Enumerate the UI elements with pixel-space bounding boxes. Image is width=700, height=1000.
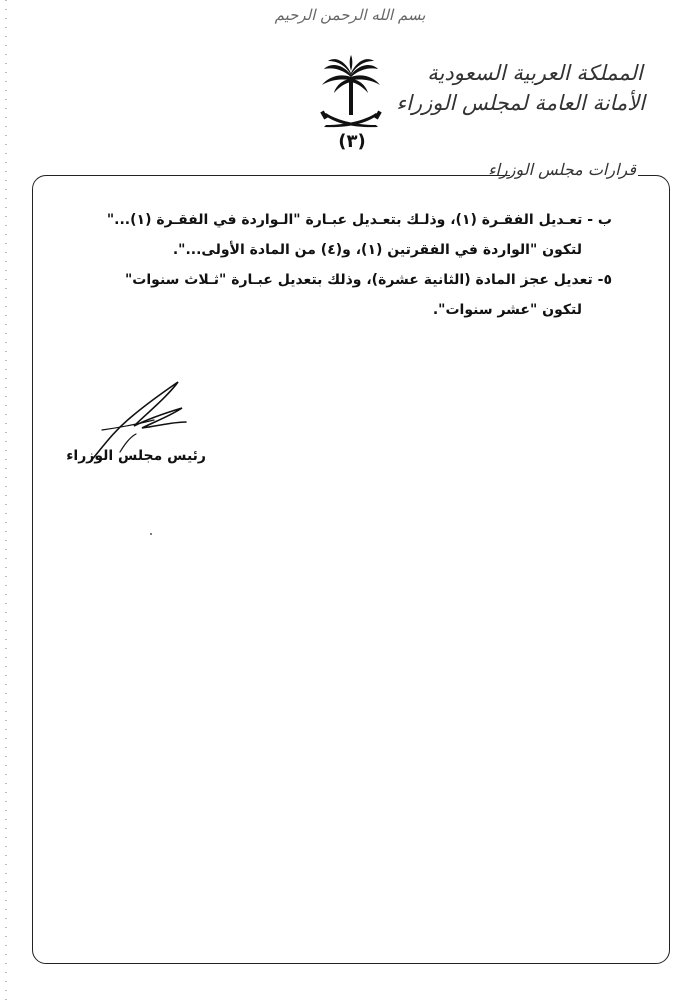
section-title: قرارات مجلس الوزراء [488, 160, 636, 179]
paragraph-b-line-1: ب - تعـديل الفقـرة (١)، وذلـك بتعـديل عبـارة "الـواردة في الفقـرة (١)..." [106, 212, 612, 228]
signatory-title: رئيس مجلس الوزراء [66, 448, 206, 464]
page-number: (٣) [338, 131, 366, 152]
scan-speck [150, 533, 152, 535]
paragraph-5-line-2: لتكون "عشر سنوات". [432, 302, 582, 318]
basmala-heading: بسم الله الرحمن الرحيم [274, 6, 426, 24]
letterhead [396, 58, 645, 118]
palm-and-swords-icon [318, 55, 384, 137]
paragraph-b-line-2: لتكون "الواردة في الفقرتين (١)، و(٤) من المادة الأولى...". [172, 242, 582, 258]
paragraph-5-line-1: ٥- تعديل عجز المادة (الثانية عشرة)، وذلك بتعديل عبـارة "ثـلاث سنوات" [125, 272, 612, 288]
secretariat-name: الأمانة العامة لمجلس الوزراء [396, 91, 645, 115]
kingdom-name: المملكة العربية السعودية [427, 61, 643, 85]
decision-text [72, 205, 612, 325]
page-edge-dots [5, 0, 7, 1000]
